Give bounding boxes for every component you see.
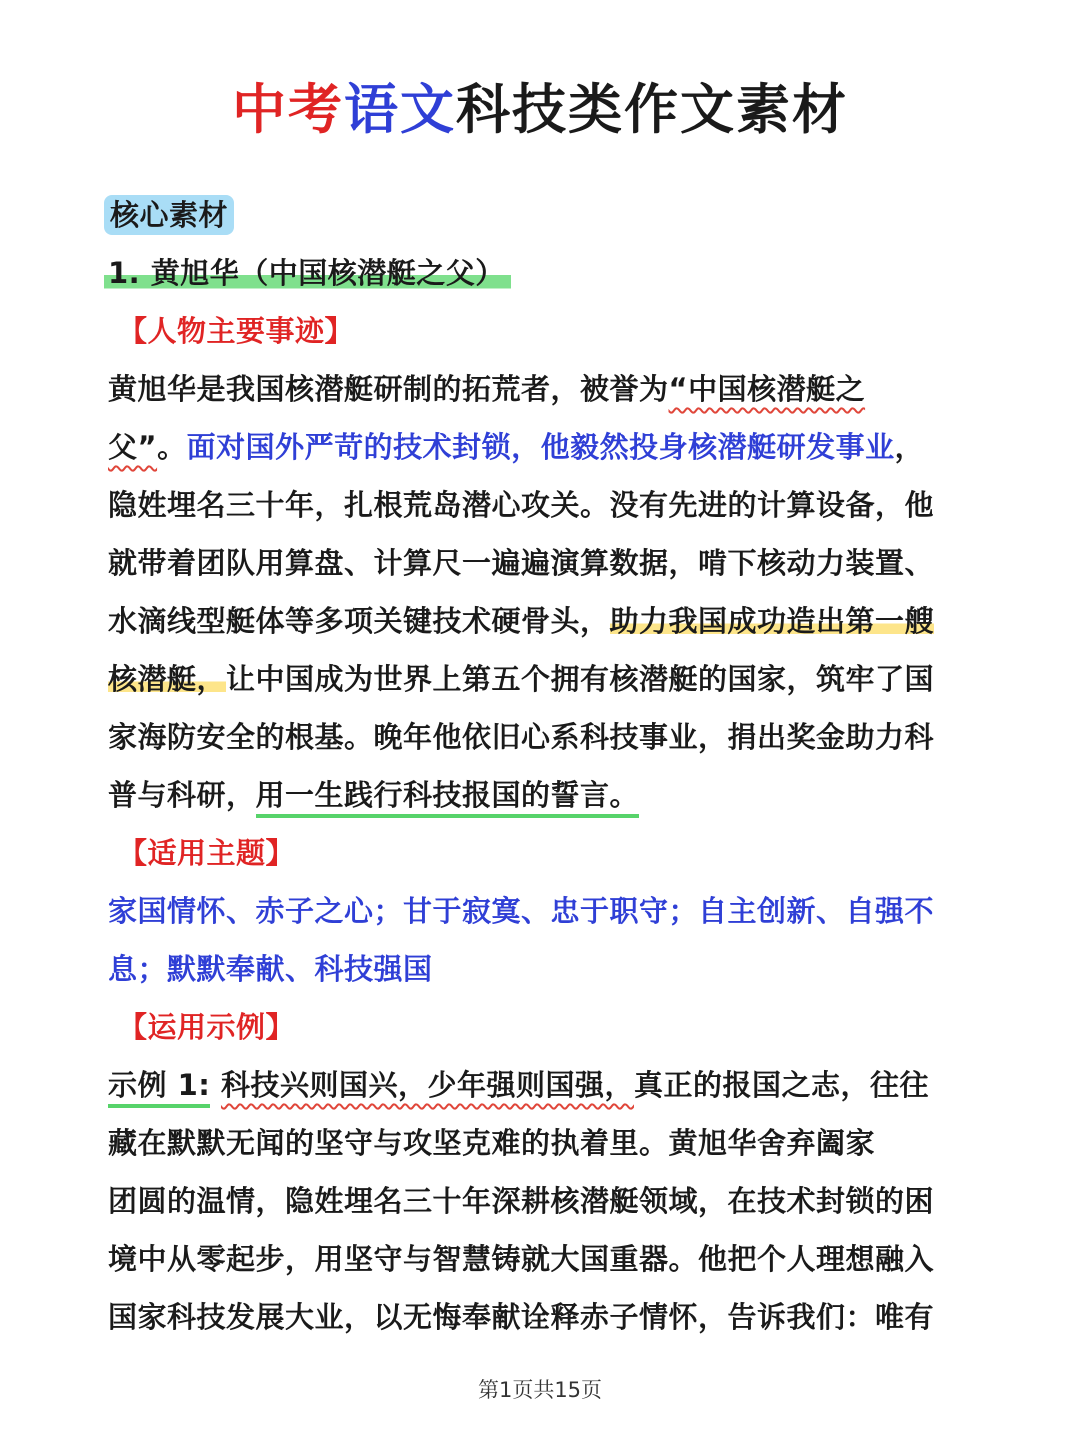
example-label: 示例 1:	[108, 1068, 210, 1108]
deeds-line-2	[108, 418, 988, 476]
deeds-blue-text: 面对国外严苛的技术封锁，他毅然投身核潜艇研发事业	[186, 430, 895, 464]
deeds-line-4: 就带着团队用算盘、计算尺一遍遍演算数据，啃下核动力装置、	[108, 546, 935, 580]
core-tag-line	[108, 186, 988, 244]
themes-line-2: 息；默默奉献、科技强国	[108, 952, 433, 986]
themes-line-1: 家国情怀、赤子之心；甘于寂寞、忠于职守；自主创新、自强不	[108, 894, 935, 928]
deeds-quote: “中国核潜艇之	[668, 372, 866, 406]
page-indicator: 第1页共15页	[477, 1378, 603, 1402]
section-examples-heading: 【运用示例】	[118, 1010, 296, 1044]
title-part-1: 中考	[232, 78, 344, 141]
example-line-4: 境中从零起步，用坚守与智慧铸就大国重器。他把个人理想融入	[108, 1242, 935, 1276]
example-line-5: 国家科技发展大业，以无悔奉献诠释赤子情怀，告诉我们：唯有	[108, 1300, 935, 1334]
deeds-line-8	[108, 766, 988, 824]
deeds-text: 普与科研，	[108, 778, 256, 812]
section-themes-heading: 【适用主题】	[118, 836, 296, 870]
example-line-2: 藏在默默无闻的坚守与攻坚克难的执着里。黄旭华舍弃阖家	[108, 1126, 876, 1160]
deeds-text: 。	[157, 430, 187, 464]
example-text: 真正的报国之志，往往	[634, 1068, 930, 1102]
deeds-highlight: 助力我国成功造出第一艘	[609, 604, 935, 638]
page-title	[0, 74, 1080, 146]
deeds-line-3: 隐姓埋名三十年，扎根荒岛潜心攻关。没有先进的计算设备，他	[108, 488, 935, 522]
deeds-highlight: 核潜艇，	[108, 662, 227, 696]
deeds-text: 黄旭华是我国核潜艇研制的拓荒者，被誉为	[108, 372, 669, 406]
deeds-line-1	[108, 360, 988, 418]
example-line-1	[108, 1056, 988, 1114]
deeds-text: ，	[894, 430, 925, 464]
example-line-3: 团圆的温情，隐姓埋名三十年深耕核潜艇领域，在技术封锁的困	[108, 1184, 935, 1218]
deeds-underlined: 用一生践行科技报国的誓言。	[256, 778, 640, 818]
deeds-line-7: 家海防安全的根基。晚年他依旧心系科技事业，捐出奖金助力科	[108, 720, 935, 754]
section-deeds-heading: 【人物主要事迹】	[118, 314, 355, 348]
deeds-text: 让中国成为世界上第五个拥有核潜艇的国家，筑牢了国	[226, 662, 935, 696]
deeds-line-6	[108, 650, 988, 708]
deeds-line-5	[108, 592, 988, 650]
deeds-text: 水滴线型艇体等多项关键技术硬骨头，	[108, 604, 610, 638]
item-heading: 1. 黄旭华（中国核潜艇之父）	[104, 251, 511, 295]
example-quote: 科技兴则国兴，少年强则国强，	[220, 1068, 634, 1102]
title-part-2: 语文	[344, 78, 456, 141]
article-body	[108, 186, 988, 1346]
title-part-3: 科技类作文素材	[456, 78, 848, 141]
core-material-tag: 核心素材	[104, 195, 234, 235]
deeds-quote-end: 父”	[108, 430, 158, 464]
item-heading-line	[108, 244, 988, 302]
